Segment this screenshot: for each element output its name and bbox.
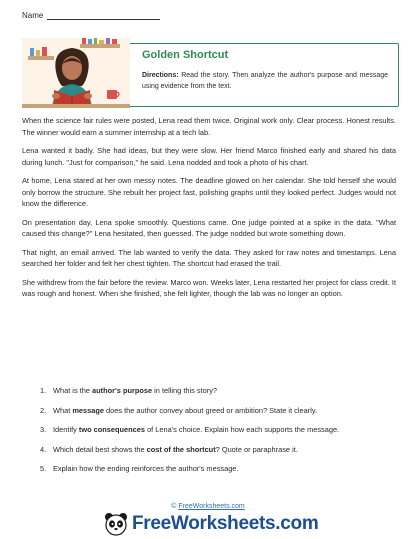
question-number: 5. — [40, 464, 47, 473]
directions-label: Directions: — [142, 72, 179, 79]
story-paragraph: On presentation day, Lena spoke smoothly. Questions came. One judge pointed at a spike in the data. "What caused this change?" Lena hesitated, then guessed. The judge nodded but wrote something down. — [22, 217, 396, 238]
directions-text: Read the story. Then analyze the author's purpose and message using evidence from the text. — [142, 72, 388, 90]
question-item — [40, 463, 380, 475]
worksheet-title: Golden Shortcut — [142, 49, 229, 61]
question-item — [40, 444, 380, 456]
story-paragraph: At home, Lena stared at her own messy notes. The deadline glowed on her calendar. She told herself she would only borrow the structure. She rebuilt her project fast, polishing graphs until they looked perfect. Judges would not know the difference. — [22, 176, 396, 208]
story-paragraph: That night, an email arrived. The lab wanted to verify the data. They asked for raw notes and timestamps. Lena searched her folder and felt her chest tighten. The shortcut had erased the trail. — [22, 247, 396, 268]
question-list — [40, 385, 380, 483]
question-number: 1. — [40, 386, 47, 395]
story-paragraph: She withdrew from the fair before the review. Marco won. Weeks later, Lena restarted her project for class credit. It was rough and honest. When she finished, she felt lighter, though the lab was no longer an option. — [22, 277, 396, 298]
copyright-symbol: © — [171, 503, 177, 510]
question-item — [40, 385, 380, 397]
panda-logo-icon — [104, 512, 128, 536]
question-text: Explain how the ending reinforces the author's message. — [53, 464, 239, 473]
question-number: 2. — [40, 405, 47, 415]
name-row — [22, 10, 160, 20]
story-paragraph: When the science fair rules were posted, Lena read them twice. Original work only. Clear process. Honest results. The winner would earn a summer internship at a tech lab. — [22, 116, 396, 137]
question-text: What message does the author convey about greed or ambition? State it clearly. — [53, 405, 318, 415]
question-number: 4. — [40, 444, 47, 454]
footer-link[interactable]: FreeWorksheets.com — [178, 503, 245, 510]
question-item — [40, 424, 380, 436]
story-text — [22, 115, 396, 307]
name-blank-line[interactable] — [47, 10, 160, 20]
footer-logo — [104, 511, 318, 537]
question-text: What is the author's purpose in telling this story? — [53, 386, 218, 395]
question-text: Which detail best shows the cost of the shortcut? Quote or paraphrase it. — [53, 444, 298, 454]
name-label: Name — [22, 11, 44, 20]
story-paragraph: Lena wanted it badly. She had ideas, but they were slow. Her friend Marco finished early and shared his data during lunch. "Just for comparison," he said. Lena nodded and took a photo of his chart. — [22, 146, 396, 167]
footer-url[interactable] — [0, 503, 416, 510]
directions — [142, 70, 388, 92]
logo-wordmark: FreeWorksheets.com — [132, 513, 319, 534]
question-text: Identify two consequences of Lena's choice. Explain how each supports the message. — [53, 425, 340, 434]
question-number: 3. — [40, 425, 47, 434]
reading-girl-illustration — [22, 38, 130, 108]
question-item — [40, 405, 380, 417]
